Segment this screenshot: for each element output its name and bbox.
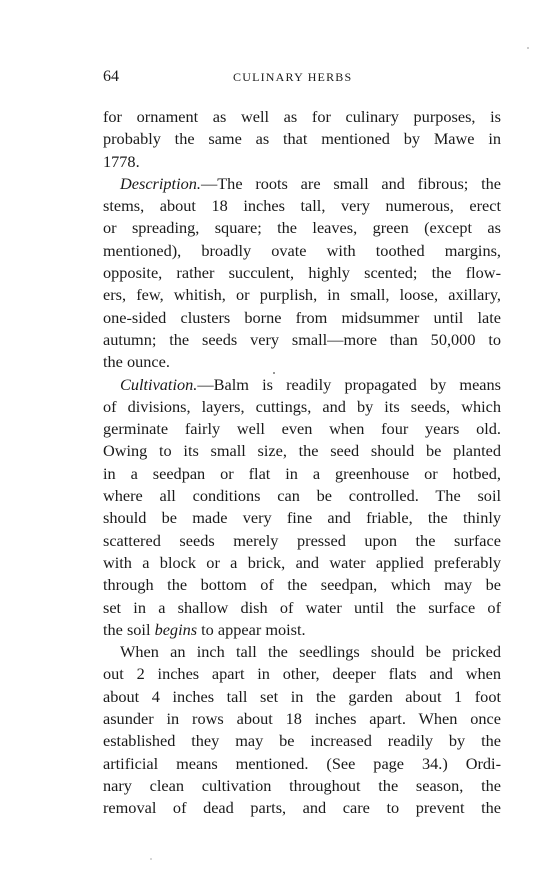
print-speck: [150, 858, 152, 860]
text-line: opposite, rather succulent, highly scented; the flow-: [103, 263, 501, 283]
text-line: one-sided clusters borne from midsummer until late: [103, 307, 501, 327]
text-line: of divisions, layers, cuttings, and by its seeds, which: [103, 396, 501, 416]
text-line: autumn; the seeds very small—more than 50,000 to: [103, 329, 501, 349]
text-line: the ounce.: [103, 352, 170, 372]
text-line: When an inch tall the seedlings should be pricked: [120, 642, 501, 662]
text-line: or spreading, square; the leaves, green (except as: [103, 218, 501, 238]
text-line: scattered seeds merely pressed upon the surface: [103, 530, 501, 550]
text-line: with a block or a brick, and water applied preferably: [103, 552, 501, 572]
section-heading-cultivation: Cultivation.: [120, 374, 198, 394]
text-line: asunder in rows about 18 inches apart. When once: [103, 709, 501, 729]
text-line: nary clean cultivation throughout the season, the: [103, 775, 501, 795]
text-line: where all conditions can be controlled. The soil: [103, 486, 501, 506]
text-line: should be made very fine and friable, the thinly: [103, 508, 501, 528]
text-line: the soil begins to appear moist.: [103, 619, 306, 639]
text-line: about 4 inches tall set in the garden about 1 foot: [103, 686, 501, 706]
text-line: out 2 inches apart in other, deeper flats and when: [103, 664, 501, 684]
text-line: Owing to its small size, the seed should be planted: [103, 441, 501, 461]
text-line: removal of dead parts, and care to prevent the: [103, 798, 501, 818]
page-number: 64: [103, 68, 119, 85]
text-line: Cultivation.—Balm is readily propagated by means: [120, 374, 501, 394]
text-line: set in a shallow dish of water until the surface of: [103, 597, 501, 617]
text-line: mentioned), broadly ovate with toothed margins,: [103, 240, 501, 260]
body-text: [103, 106, 501, 820]
section-heading-description: Description.: [120, 173, 201, 193]
text-line: 1778.: [103, 151, 140, 171]
text-line: established they may be increased readily by the: [103, 731, 501, 751]
text-line: Description.—The roots are small and fibrous; the: [120, 173, 501, 193]
running-title: CULINARY HERBS: [233, 70, 353, 84]
print-speck: [273, 372, 275, 374]
text-line: through the bottom of the seedpan, which may be: [103, 575, 501, 595]
print-speck: [527, 47, 529, 49]
text-line: in a seedpan or flat in a greenhouse or hotbed,: [103, 463, 501, 483]
text-line: probably the same as that mentioned by Mawe in: [103, 129, 501, 149]
text-line: germinate fairly well even when four years old.: [103, 419, 501, 439]
text-line: artificial means mentioned. (See page 34.) Ordi-: [103, 753, 501, 773]
running-head: [103, 68, 501, 88]
text-line: stems, about 18 inches tall, very numerous, erect: [103, 196, 501, 216]
text-line: ers, few, whitish, or purplish, in small, loose, axillary,: [103, 285, 501, 305]
text-line: for ornament as well as for culinary purposes, is: [103, 107, 501, 126]
